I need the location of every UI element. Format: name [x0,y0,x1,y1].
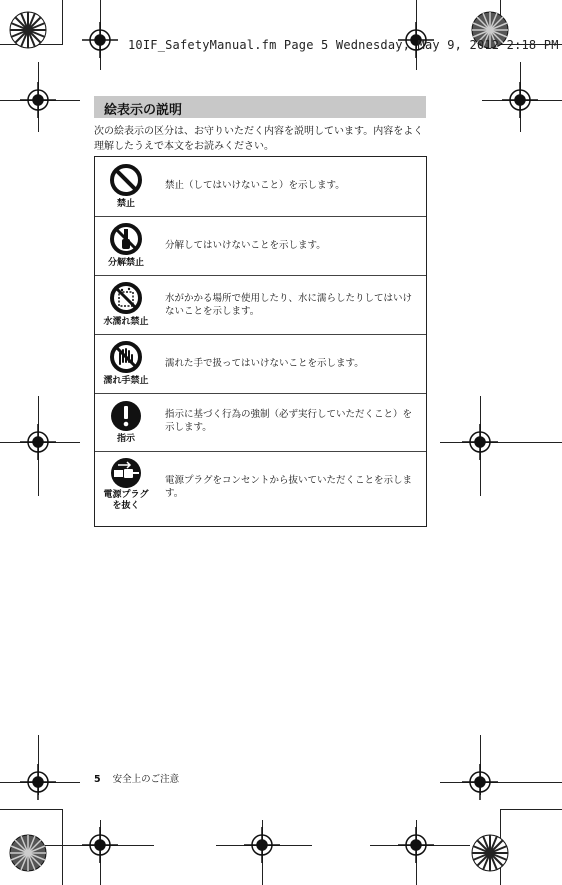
target-icon [462,424,498,460]
symbol-label: 濡れ手禁止 [103,376,149,386]
intro-text: 次の絵表示の区分は、お守りいただく内容を説明しています。内容をよく理解したうえで本文をお読みください。 [94,126,424,152]
unplug-icon [109,456,143,490]
color-wheel-icon [10,835,46,871]
table-row [95,276,426,335]
symbol-description: 水がかかる場所で使用したり、水に濡らしたりしてはいけないことを示します。 [165,293,413,317]
no-wet-hands-icon [109,340,143,374]
table-row [95,452,426,526]
print-header: 10IF_SafetyManual.fm Page 5 Wednesday, May 9, 2012 2:18 PM [128,38,559,52]
instruction-icon [109,399,143,433]
symbol-description: 禁止（してはいけないこと）を示します。 [165,180,345,191]
no-disassembly-icon [109,222,143,256]
page-footer [94,771,179,785]
symbol-label: 分解禁止 [107,258,144,268]
target-icon [398,827,434,863]
prohibited-icon [109,163,143,197]
target-icon [244,827,280,863]
symbol-table [94,156,427,527]
target-icon [82,22,118,58]
color-wheel-icon [472,835,508,871]
symbol-label: 禁止 [116,199,135,209]
footer-section-name: 安全上のご注意 [112,774,180,785]
target-icon [20,764,56,800]
table-row [95,217,426,276]
target-icon [502,82,538,118]
symbol-description: 濡れた手で扱ってはいけないことを示します。 [165,358,364,369]
target-icon [20,82,56,118]
section-title: 絵表示の説明 [104,103,183,118]
symbol-label: 電源プラグを抜く [103,490,149,511]
symbol-description: 分解してはいけないことを示します。 [165,240,326,251]
target-icon [82,827,118,863]
symbol-label: 指示 [116,434,135,444]
target-icon [462,764,498,800]
color-wheel-icon [10,12,46,48]
symbol-description: 指示に基づく行為の強制（必ず実行していただくこと）を示します。 [165,409,413,433]
table-row [95,394,426,452]
table-row [95,157,426,217]
page-number: 5 [94,774,101,785]
no-water-icon [109,281,143,315]
symbol-label: 水濡れ禁止 [103,317,149,327]
symbol-description: 電源プラグをコンセントから抜いていただくことを示します。 [165,475,413,499]
target-icon [20,424,56,460]
table-row [95,335,426,394]
